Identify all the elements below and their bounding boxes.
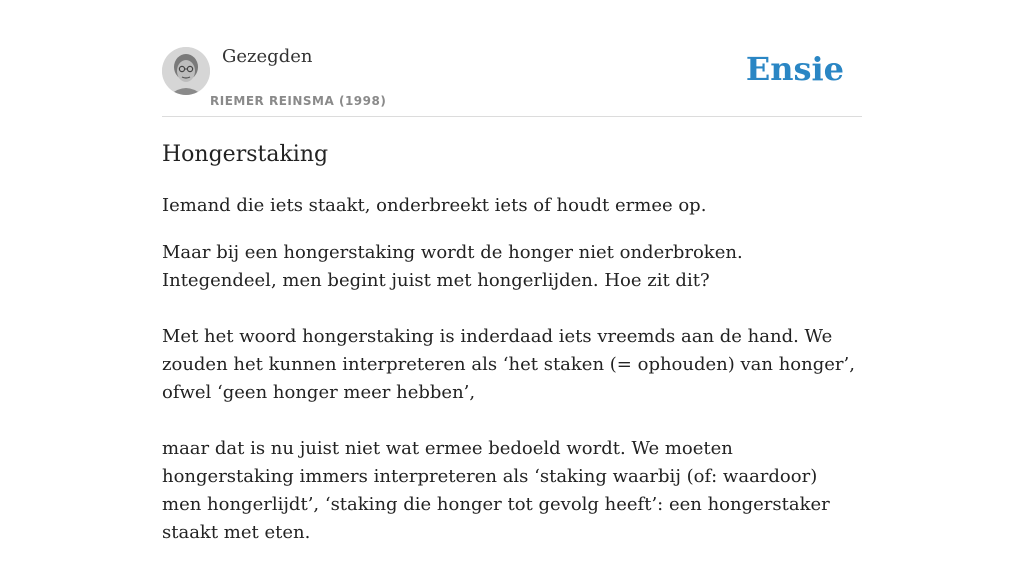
author-name: RIEMER REINSMA (1998)	[210, 94, 387, 108]
article	[162, 138, 862, 566]
article-paragraph: maar dat is nu juist niet wat ermee bedoeld wordt. We moeten hongerstaking immers interpreteren als ‘staking waarbij (of: waardoor) men hongerlijdt’, ‘staking die honger tot gevolg heeft’: een hongerstaker staakt met eten.	[162, 438, 830, 543]
article-paragraph: Iemand die iets staakt, onderbreekt iets of houdt ermee op.	[162, 195, 707, 216]
author-avatar-icon[interactable]	[162, 47, 210, 95]
header	[162, 40, 862, 117]
article-title: Hongerstaking	[162, 142, 329, 167]
collection-link[interactable]: Gezegden	[222, 46, 313, 67]
article-paragraph: Met het woord hongerstaking is inderdaad iets vreemds aan de hand. We zouden het kunnen interpreteren als ‘het staken (= ophouden) van honger’, ofwel ‘geen honger meer hebben’,	[162, 326, 855, 403]
article-paragraph: Maar bij een hongerstaking wordt de honger niet onderbroken. Integendeel, men begint juist met hongerlijden. Hoe zit dit?	[162, 242, 743, 291]
ensie-logo[interactable]: Ensie	[745, 50, 844, 88]
